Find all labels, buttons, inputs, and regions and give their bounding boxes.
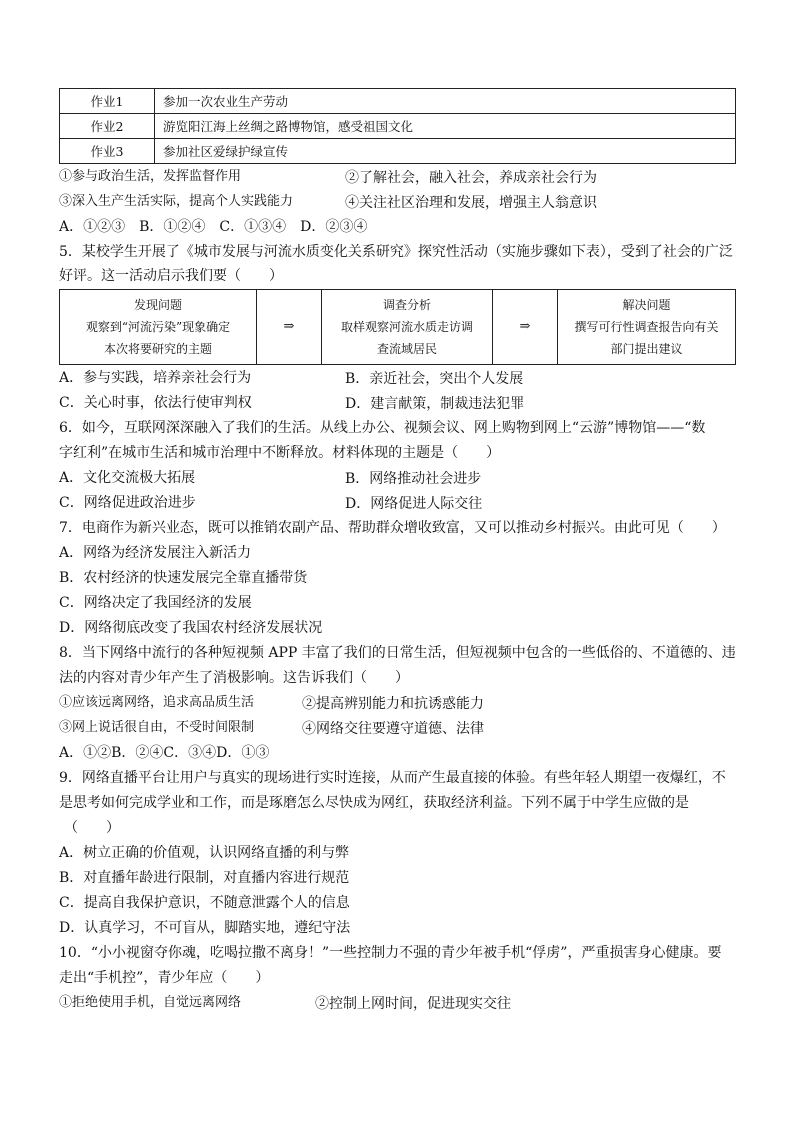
step-text: 撰写可行性调查报告向有关 bbox=[574, 320, 719, 334]
q9-stem-line-2: 是思考如何完成学业和工作，而是琢磨怎么尽快成为网红，获取经济利益。下列不属于中学生应做的是 bbox=[59, 795, 689, 811]
homework-label: 作业1 bbox=[60, 89, 155, 114]
step-solve bbox=[558, 290, 735, 364]
q8-options: A．①②B．②④C．③④D．①③ bbox=[59, 745, 270, 761]
q9-option-d: D．认真学习，不可盲从，脚踏实地，遵纪守法 bbox=[59, 920, 351, 936]
right-arrow-icon: ⇒ bbox=[519, 319, 531, 334]
q6-stem-line-2: 字红利”在城市生活和城市治理中不断释放。材料体现的主题是（ ） bbox=[59, 445, 501, 461]
right-arrow-icon: ⇒ bbox=[283, 319, 295, 334]
q5-stem-line-2: 好评。这一活动启示我们要（ ） bbox=[59, 268, 283, 284]
q4-statement-2: ②了解社会，融入社会，养成亲社会行为 bbox=[345, 170, 597, 186]
step-text: 取样观察河流水质走访调 bbox=[340, 320, 473, 334]
q7-option-b: B．农村经济的快速发展完全靠直播带货 bbox=[59, 570, 308, 586]
homework-table bbox=[59, 88, 736, 164]
step-text: 部门提出建议 bbox=[610, 342, 683, 356]
step-investigate bbox=[322, 290, 493, 364]
homework-content: 参加一次农业生产劳动 bbox=[155, 89, 736, 114]
q9-option-b: B．对直播年龄进行限制，对直播内容进行规范 bbox=[59, 870, 350, 886]
q8-statement-4: ④网络交往要遵守道德、法律 bbox=[302, 721, 484, 737]
q9-option-a: A．树立正确的价值观，认识网络直播的利与弊 bbox=[59, 845, 350, 861]
homework-label: 作业2 bbox=[60, 114, 155, 139]
q6-stem-line-1: 6．如今，互联网深深融入了我们的生活。从线上办公、视频会议、网上购物到网上“云游”博物馆——“数 bbox=[59, 420, 706, 436]
q7-stem: 7．电商作为新兴业态，既可以推销农副产品、帮助群众增收致富，又可以推动乡村振兴。由此可见（ ） bbox=[59, 520, 726, 536]
q6-option-c: C．网络促进政治进步 bbox=[59, 495, 196, 511]
q5-option-d: D．建言献策，制裁违法犯罪 bbox=[345, 396, 525, 412]
q8-stem-line-2: 法的内容对青少年产生了消极影响。这告诉我们（ ） bbox=[59, 670, 409, 686]
q9-stem-line-1: 9．网络直播平台让用户与真实的现场进行实时连接，从而产生最直接的体验。有些年轻人期望一夜爆红，不 bbox=[59, 770, 726, 786]
q8-statement-2: ②提高辨别能力和抗诱惑能力 bbox=[302, 696, 484, 712]
step-text: 观察到“河流污染”现象确定 bbox=[85, 320, 231, 334]
q7-option-d: D．网络彻底改变了我国农村经济发展状况 bbox=[59, 620, 323, 636]
q5-steps-table bbox=[59, 289, 736, 365]
q4-statement-1: ①参与政治生活，发挥监督作用 bbox=[59, 169, 242, 184]
q9-option-c: C．提高自我保护意识，不随意泄露个人的信息 bbox=[59, 895, 350, 911]
q4-statement-4: ④关注社区治理和发展，增强主人翁意识 bbox=[345, 195, 597, 211]
q8-stem-line-1: 8．当下网络中流行的各种短视频 APP 丰富了我们的日常生活，但短视频中包含的一些低俗的、不道德的、违 bbox=[59, 645, 736, 661]
q8-statement-1: ①应该远离网络，追求高品质生活 bbox=[59, 695, 255, 710]
q10-statement-1: ①拒绝使用手机，自觉远离网络 bbox=[59, 995, 242, 1010]
q6-option-a: A．文化交流极大拓展 bbox=[59, 470, 196, 486]
q5-option-a: A．参与实践，培养亲社会行为 bbox=[59, 370, 252, 386]
q7-option-c: C．网络决定了我国经济的发展 bbox=[59, 595, 252, 611]
step-text: 查流域居民 bbox=[376, 342, 437, 356]
homework-content: 游览阳江海上丝绸之路博物馆，感受祖国文化 bbox=[155, 114, 736, 139]
step-title: 调查分析 bbox=[382, 298, 431, 312]
q7-option-a: A．网络为经济发展注入新活力 bbox=[59, 545, 252, 561]
q5-option-c: C．关心时事，依法行使审判权 bbox=[59, 395, 252, 411]
step-text: 本次将要研究的主题 bbox=[103, 342, 212, 356]
q4-options: A．①②③ B．①②④ C．①③④ D．②③④ bbox=[59, 219, 368, 235]
arrow-cell bbox=[493, 290, 558, 364]
q5-stem-line-1: 5．某校学生开展了《城市发展与河流水质变化关系研究》探究性活动（实施步骤如下表），受到了社会的广泛 bbox=[59, 244, 733, 260]
table-row bbox=[60, 139, 736, 164]
q6-option-b: B．网络推动社会进步 bbox=[345, 471, 482, 487]
q4-statement-3: ③深入生产生活实际，提高个人实践能力 bbox=[59, 194, 294, 209]
arrow-cell bbox=[257, 290, 322, 364]
q6-option-d: D．网络促进人际交往 bbox=[345, 496, 483, 512]
homework-label: 作业3 bbox=[60, 139, 155, 164]
q5-option-b: B．亲近社会，突出个人发展 bbox=[345, 371, 524, 387]
step-discover bbox=[60, 290, 257, 364]
q10-stem-line-2: 走出“手机控”，青少年应（ ） bbox=[59, 970, 270, 986]
table-row bbox=[60, 89, 736, 114]
step-title: 发现问题 bbox=[133, 298, 182, 312]
homework-content: 参加社区爱绿护绿宣传 bbox=[155, 139, 736, 164]
q10-statement-2: ②控制上网时间，促进现实交往 bbox=[315, 996, 511, 1012]
step-title: 解决问题 bbox=[622, 298, 671, 312]
q9-stem-line-3: （ ） bbox=[64, 820, 120, 836]
table-row bbox=[60, 114, 736, 139]
q8-statement-3: ③网上说话很自由，不受时间限制 bbox=[59, 720, 255, 735]
q10-stem-line-1: 10．“小小视窗夺你魂，吃喝拉撒不离身！”一些控制力不强的青少年被手机“俘虏”，严重损害身心健康。要 bbox=[59, 945, 722, 961]
